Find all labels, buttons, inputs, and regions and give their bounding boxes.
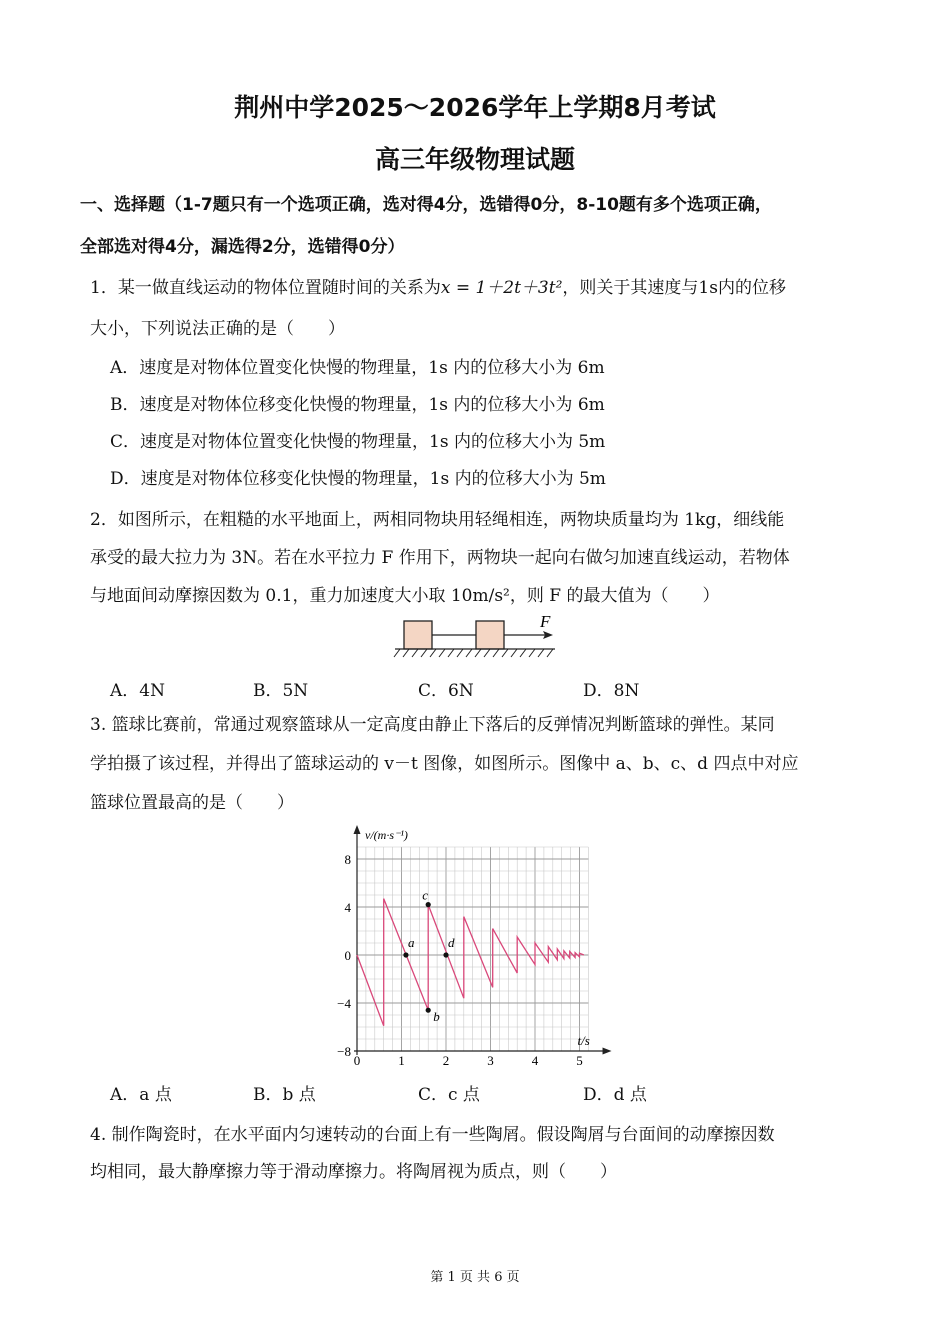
hatch-mark: [457, 649, 463, 657]
q3-option-a: A．a 点: [110, 1085, 172, 1105]
point-label-c: c: [422, 887, 428, 903]
point-d: [443, 952, 448, 957]
q3-option-b: B．b 点: [253, 1085, 316, 1105]
hatch-mark: [421, 649, 427, 657]
hatch-mark: [448, 649, 454, 657]
hatch-mark: [439, 649, 445, 657]
y-axis-arrow: [354, 825, 361, 834]
x-tick-label: 2: [442, 1053, 450, 1068]
velocity-series-line: [357, 899, 584, 1026]
section-instructions-line2: 全部选对得4分，漏选得2分，选错得0分）: [80, 237, 405, 257]
q1-formula: x = 1＋2t＋3t²: [440, 278, 563, 298]
point-b: [426, 1008, 431, 1013]
q3-option-c: C．c 点: [418, 1085, 480, 1105]
point-c: [426, 902, 431, 907]
point-label-a: a: [407, 935, 415, 950]
q3-option-d: D．d 点: [583, 1085, 647, 1105]
q1-option-c: C．速度是对物体位置变化快慢的物理量，1s 内的位移大小为 5m: [110, 432, 606, 452]
q2-option-a: A．4N: [110, 681, 165, 701]
x-tick-label: 1: [398, 1053, 405, 1068]
hatch-mark: [412, 649, 418, 657]
q1-option-b: B．速度是对物体位移变化快慢的物理量，1s 内的位移大小为 6m: [110, 395, 605, 415]
x-tick-label: 0: [353, 1053, 361, 1068]
exam-title: 荆州中学2025～2026学年上学期8月考试: [234, 93, 716, 122]
vt-chart: [320, 825, 620, 1070]
block-right: [476, 621, 504, 649]
q1-option-a: A．速度是对物体位置变化快慢的物理量，1s 内的位移大小为 6m: [110, 358, 605, 378]
q3-stem-line2: 学拍摄了该过程，并得出了篮球运动的 v－t 图像，如图所示。图像中 a、b、c、d 四点中对应: [90, 754, 799, 774]
q1-stem-line1: [90, 273, 786, 298]
q2-stem-line1: 2．如图所示，在粗糙的水平地面上，两相同物块用轻绳相连，两物块质量均为 1kg，细线能: [90, 510, 785, 530]
q2-stem-line2: 承受的最大拉力为 3N。若在水平拉力 F 作用下，两物块一起向右做匀加速直线运动，若物体: [90, 548, 790, 568]
hatch-mark: [529, 649, 535, 657]
hatch-mark: [430, 649, 436, 657]
hatch-mark: [538, 649, 544, 657]
hatch-mark: [520, 649, 526, 657]
point-label-b: b: [433, 1009, 440, 1025]
hatch-mark: [511, 649, 517, 657]
y-tick-label: −8: [337, 1044, 351, 1059]
x-tick-label: 3: [487, 1053, 494, 1068]
x-axis-label: t/s: [577, 1033, 590, 1048]
q2-option-d: D．8N: [583, 681, 640, 701]
force-label: F: [540, 612, 551, 631]
q1-suffix: ，则关于其速度与1s内的位移: [562, 278, 786, 298]
q2-option-c: C．6N: [418, 681, 474, 701]
hatch-mark: [493, 649, 499, 657]
hatch-mark: [475, 649, 481, 657]
hatch-mark: [466, 649, 472, 657]
y-tick-label: 8: [344, 852, 351, 867]
section-instructions-line1: 一、选择题（1-7题只有一个选项正确，选对得4分，选错得0分，8-10题有多个选项正确，: [80, 195, 772, 215]
hatch-mark: [394, 649, 400, 657]
q1-prefix: 1．某一做直线运动的物体位置随时间的关系为: [90, 278, 441, 298]
q2-stem-line3: 与地面间动摩擦因数为 0.1，重力加速度大小取 10m/s²，则 F 的最大值为（ ）: [90, 586, 720, 606]
y-tick-label: 4: [344, 900, 351, 915]
x-axis-arrow: [603, 1048, 612, 1055]
point-label-d: d: [448, 935, 455, 950]
q3-stem-line3: 篮球位置最高的是（ ）: [90, 793, 294, 813]
hatch-mark: [547, 649, 553, 657]
y-tick-label: −4: [337, 996, 351, 1011]
block-left: [404, 621, 432, 649]
hatch-mark: [502, 649, 508, 657]
q1-stem-line2: 大小，下列说法正确的是（ ）: [90, 319, 345, 339]
ground-hatching: [394, 649, 553, 657]
x-tick-label: 5: [576, 1053, 583, 1068]
page-footer: 第 1 页 共 6 页: [430, 1270, 520, 1285]
y-axis-label: v/(m·s⁻¹): [365, 828, 408, 842]
q4-stem-line1: 4. 制作陶瓷时，在水平面内匀速转动的台面上有一些陶屑。假设陶屑与台面间的动摩擦因数: [90, 1125, 775, 1145]
q3-stem-line1: 3. 篮球比赛前，常通过观察篮球从一定高度由静止下落后的反弹情况判断篮球的弹性。某同: [90, 715, 775, 735]
x-tick-label: 4: [531, 1053, 539, 1068]
exam-subtitle: 高三年级物理试题: [374, 145, 575, 174]
q4-stem-line2: 均相同，最大静摩擦力等于滑动摩擦力。将陶屑视为质点，则（ ）: [90, 1162, 617, 1182]
q2-option-b: B．5N: [253, 681, 309, 701]
blocks-diagram: [390, 612, 560, 664]
hatch-mark: [484, 649, 490, 657]
hatch-mark: [403, 649, 409, 657]
y-tick-label: 0: [344, 948, 351, 963]
point-a: [403, 952, 408, 957]
q1-option-d: D．速度是对物体位移变化快慢的物理量，1s 内的位移大小为 5m: [110, 469, 606, 489]
